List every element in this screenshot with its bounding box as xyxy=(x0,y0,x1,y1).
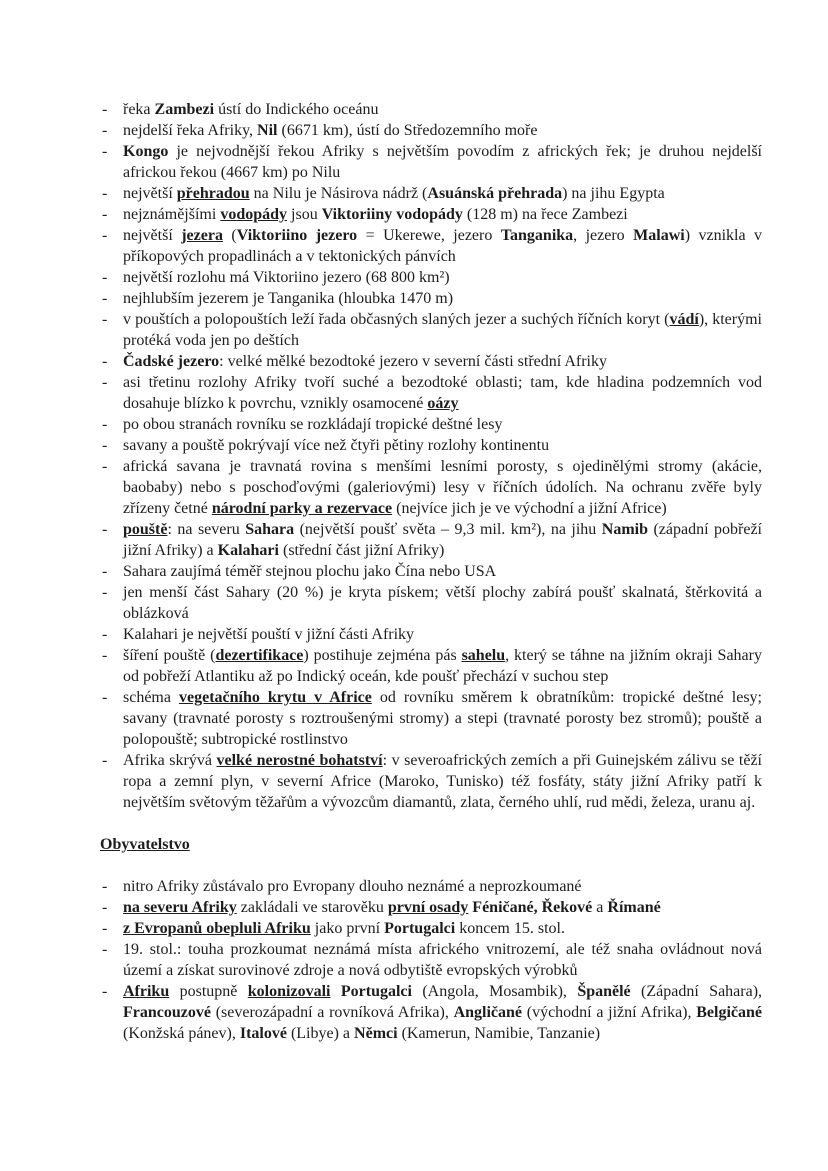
text-run: největší rozlohu má Viktoriino jezero (68 800 km²) xyxy=(123,269,450,286)
bullet-dash: - xyxy=(102,689,108,706)
text-run: , jezero xyxy=(573,227,634,244)
text-run: koncem 15. stol. xyxy=(455,920,565,937)
note-item xyxy=(100,897,762,918)
note-item xyxy=(100,624,762,645)
text-run: dezertifikace xyxy=(215,647,304,664)
bullet-dash: - xyxy=(102,941,108,958)
text-run: nejdelší řeka Afriky, xyxy=(123,122,258,139)
text-run: Španělé xyxy=(577,983,631,1000)
text-run: : na severu xyxy=(167,521,246,538)
text-run: největší xyxy=(123,185,177,202)
text-run: Němci xyxy=(354,1025,398,1042)
note-item xyxy=(100,204,762,225)
text-run: ( xyxy=(222,227,237,244)
bullet-dash: - xyxy=(102,416,108,433)
text-run: Asuánská přehrada xyxy=(427,185,563,202)
note-item xyxy=(100,750,762,813)
note-item xyxy=(100,99,762,120)
bullet-dash: - xyxy=(102,101,108,118)
note-item xyxy=(100,141,762,183)
text-run: (východní a jižní Afrika), xyxy=(522,1004,697,1021)
text-run: ústí do Indického oceánu xyxy=(214,101,379,118)
text-run: (6671 km), ústí do Středozemního moře xyxy=(277,122,538,139)
text-run: jen menší část Sahary (20 %) je kryta pískem; větší plochy zabírá poušť skalnatá, štěrkovitá a oblázková xyxy=(123,584,762,622)
text-run: Sahara zaujímá téměř stejnou plochu jako Čína nebo USA xyxy=(123,563,497,580)
text-run: Belgičané xyxy=(696,1004,762,1021)
note-item xyxy=(100,120,762,141)
geography-notes-list xyxy=(100,99,762,813)
text-run: Kongo xyxy=(123,143,169,160)
text-run: asi třetinu rozlohy Afriky tvoří suché a bezodtoké oblasti; tam, kde hladina podzemních vod dosahuje blízko k povrchu, vznikly osamocené xyxy=(123,374,762,412)
text-run: přehradou xyxy=(176,185,250,202)
note-item xyxy=(100,939,762,981)
bullet-dash: - xyxy=(102,206,108,223)
population-notes-list xyxy=(100,876,762,1044)
note-item xyxy=(100,582,762,624)
text-run: nejznámějšími xyxy=(123,206,221,223)
text-run: nejhlubším jezerem je Tanganika (hloubka 1470 m) xyxy=(123,290,454,307)
bullet-dash: - xyxy=(102,920,108,937)
text-run: z Evropanů obepluli Afriku xyxy=(123,920,311,937)
note-item xyxy=(100,876,762,897)
text-run: po obou stranách rovníku se rozkládají tropické deštné lesy xyxy=(123,416,503,433)
text-run: Tanganika xyxy=(500,227,574,244)
bullet-dash: - xyxy=(102,899,108,916)
text-run: (střední část jižní Afriky) xyxy=(278,542,445,559)
text-run: pouště xyxy=(123,521,168,538)
text-run: nitro Afriky zůstávalo pro Evropany dlouho neznámé a neprozkoumané xyxy=(123,878,582,895)
text-run: schéma xyxy=(123,689,179,706)
text-run: savany a pouště pokrývají více než čtyři pětiny rozlohy kontinentu xyxy=(123,437,550,454)
note-item xyxy=(100,519,762,561)
bullet-dash: - xyxy=(102,647,108,664)
text-run: vádí xyxy=(669,311,699,328)
note-item xyxy=(100,645,762,687)
bullet-dash: - xyxy=(102,563,108,580)
text-run: Kalahari je největší pouští v jižní části Afriky xyxy=(123,626,415,643)
section-heading-obyvatelstvo: Obyvatelstvo xyxy=(100,836,190,853)
text-run: jako první xyxy=(310,920,385,937)
text-run: oázy xyxy=(427,395,459,412)
bullet-dash: - xyxy=(102,269,108,286)
text-run: (největší poušť světa – 9,3 mil. km²), na jihu xyxy=(294,521,602,538)
text-run: kolonizovali xyxy=(247,983,331,1000)
note-item xyxy=(100,288,762,309)
text-run: řeka xyxy=(123,101,155,118)
text-run: zakládali ve starověku xyxy=(236,899,388,916)
bullet-dash: - xyxy=(102,626,108,643)
bullet-dash: - xyxy=(102,437,108,454)
text-run: národní parky a rezervace xyxy=(211,500,393,517)
note-item xyxy=(100,918,762,939)
note-item xyxy=(100,309,762,351)
bullet-dash: - xyxy=(102,584,108,601)
note-item xyxy=(100,561,762,582)
text-run: (Libye) a xyxy=(286,1025,355,1042)
text-run: : v severoafrických zemích a při Guinejském zálivu se těží ropa a zemní plyn, v severní Africe (Maroko, Tunisko) též fosfáty, státy jižní Afriky patří k největším světovým těžařům a vývozcům diamantů, zlata, černého uhlí, rud mědi, železa, uranu aj. xyxy=(123,752,762,811)
bullet-dash: - xyxy=(102,290,108,307)
text-run: : velké mělké bezodtoké jezero v severní části střední Afriky xyxy=(219,353,607,370)
note-item xyxy=(100,372,762,414)
text-run: je nejvodnější řekou Afriky s největším povodím z afrických řek; je druhou nejdelší africkou řekou (4667 km) po Nilu xyxy=(123,143,762,181)
text-run: (128 m) na řece Zambezi xyxy=(462,206,628,223)
text-run: Afriku xyxy=(123,983,170,1000)
text-run: ) postihuje zejména pás xyxy=(303,647,462,664)
note-item xyxy=(100,435,762,456)
text-run: od rovníku směrem k obratníkům: tropické deštné lesy; savany (travnaté porosty s roztroušenými stromy) a stepi (travnaté porosty bez stromů); pouště a polopouště; subtropické rostlinstvo xyxy=(123,689,762,748)
text-run: 19. stol.: touha prozkoumat neznámá místa afrického vnitrozemí, ale též snaha ovládnout nová území a získat surovinové zdroje a nová odbytiště evropských výrobků xyxy=(123,941,762,979)
bullet-dash: - xyxy=(102,878,108,895)
text-run: Italové xyxy=(239,1025,287,1042)
text-run: jsou xyxy=(287,206,322,223)
text-run: Francouzové xyxy=(123,1004,211,1021)
note-item xyxy=(100,414,762,435)
note-item xyxy=(100,351,762,372)
text-run: Zambezi xyxy=(154,101,215,118)
bullet-dash: - xyxy=(102,374,108,391)
text-run: Římané xyxy=(607,899,661,916)
text-run: (západní pobřeží jižní Afriky) a xyxy=(123,521,763,559)
text-run: Nil xyxy=(257,122,278,139)
bullet-dash: - xyxy=(102,983,108,1000)
text-run: Namib xyxy=(601,521,648,538)
bullet-dash: - xyxy=(102,353,108,370)
text-run: (nejvíce jich je ve východní a jižní Africe) xyxy=(392,500,667,517)
text-run: na Nilu je Násirova nádrž ( xyxy=(249,185,428,202)
text-run: a xyxy=(592,899,608,916)
text-run: Afrika skrývá xyxy=(123,752,217,769)
text-run: na severu Afriky xyxy=(123,899,237,916)
text-run: africká savana je travnatá rovina s menšími lesními porosty, s ojedinělými stromy (akácie, baobaby) nebo s poschoďovými (galeriovými) lesy v říčních údolích. Na ochranu zvěře byly zřízeny četné xyxy=(123,458,762,517)
bullet-dash: - xyxy=(102,143,108,160)
text-run: Portugalci xyxy=(340,983,412,1000)
text-run: Portugalci xyxy=(384,920,456,937)
text-run: ) vznikla v příkopových propadlinách a v tektonických pánvích xyxy=(123,227,763,265)
text-run: první osady xyxy=(387,899,469,916)
text-run: , který se táhne na jižním okraji Sahary od pobřeží Atlantiku až po Indický oceán, kde poušť přechází v suchou step xyxy=(123,647,762,685)
bullet-dash: - xyxy=(102,311,108,328)
bullet-dash: - xyxy=(102,185,108,202)
text-run: (Konžská pánev), xyxy=(123,1025,240,1042)
text-run xyxy=(330,983,340,1000)
note-item xyxy=(100,225,762,267)
text-run: (Kamerun, Namibie, Tanzanie) xyxy=(397,1025,601,1042)
text-run: (Západní Sahara), xyxy=(630,983,763,1000)
text-run: vodopády xyxy=(220,206,288,223)
text-run: Malawi xyxy=(633,227,685,244)
note-item xyxy=(100,981,762,1044)
text-run: ), kterými protéká voda jen po deštích xyxy=(123,311,763,349)
text-run: Angličané xyxy=(453,1004,523,1021)
note-item xyxy=(100,267,762,288)
text-run: Kalahari xyxy=(217,542,279,559)
text-run: šíření pouště ( xyxy=(123,647,216,664)
text-run: Viktoriino jezero xyxy=(236,227,358,244)
text-run: Čadské jezero xyxy=(123,353,220,370)
note-item xyxy=(100,687,762,750)
text-run: Viktoriiny vodopády xyxy=(321,206,463,223)
bullet-dash: - xyxy=(102,458,108,475)
note-item xyxy=(100,456,762,519)
text-run: (severozápadní a rovníková Afrika), xyxy=(210,1004,454,1021)
text-run: v pouštích a polopouštích leží řada občasných slaných jezer a suchých říčních koryt ( xyxy=(123,311,670,328)
text-run: jezera xyxy=(181,227,223,244)
text-run: postupně xyxy=(169,983,248,1000)
text-run: Féničané, Řekové xyxy=(472,899,593,916)
text-run: Sahara xyxy=(245,521,295,538)
bullet-dash: - xyxy=(102,227,108,244)
bullet-dash: - xyxy=(102,752,108,769)
text-run: vegetačního krytu v Africe xyxy=(178,689,372,706)
text-run: největší xyxy=(123,227,182,244)
text-run: velké nerostné bohatství xyxy=(216,752,383,769)
text-run: = Ukerewe, jezero xyxy=(357,227,501,244)
text-run: sahelu xyxy=(461,647,506,664)
note-item xyxy=(100,183,762,204)
text-run: ) na jihu Egypta xyxy=(562,185,665,202)
bullet-dash: - xyxy=(102,122,108,139)
bullet-dash: - xyxy=(102,521,108,538)
text-run: (Angola, Mosambik), xyxy=(411,983,578,1000)
